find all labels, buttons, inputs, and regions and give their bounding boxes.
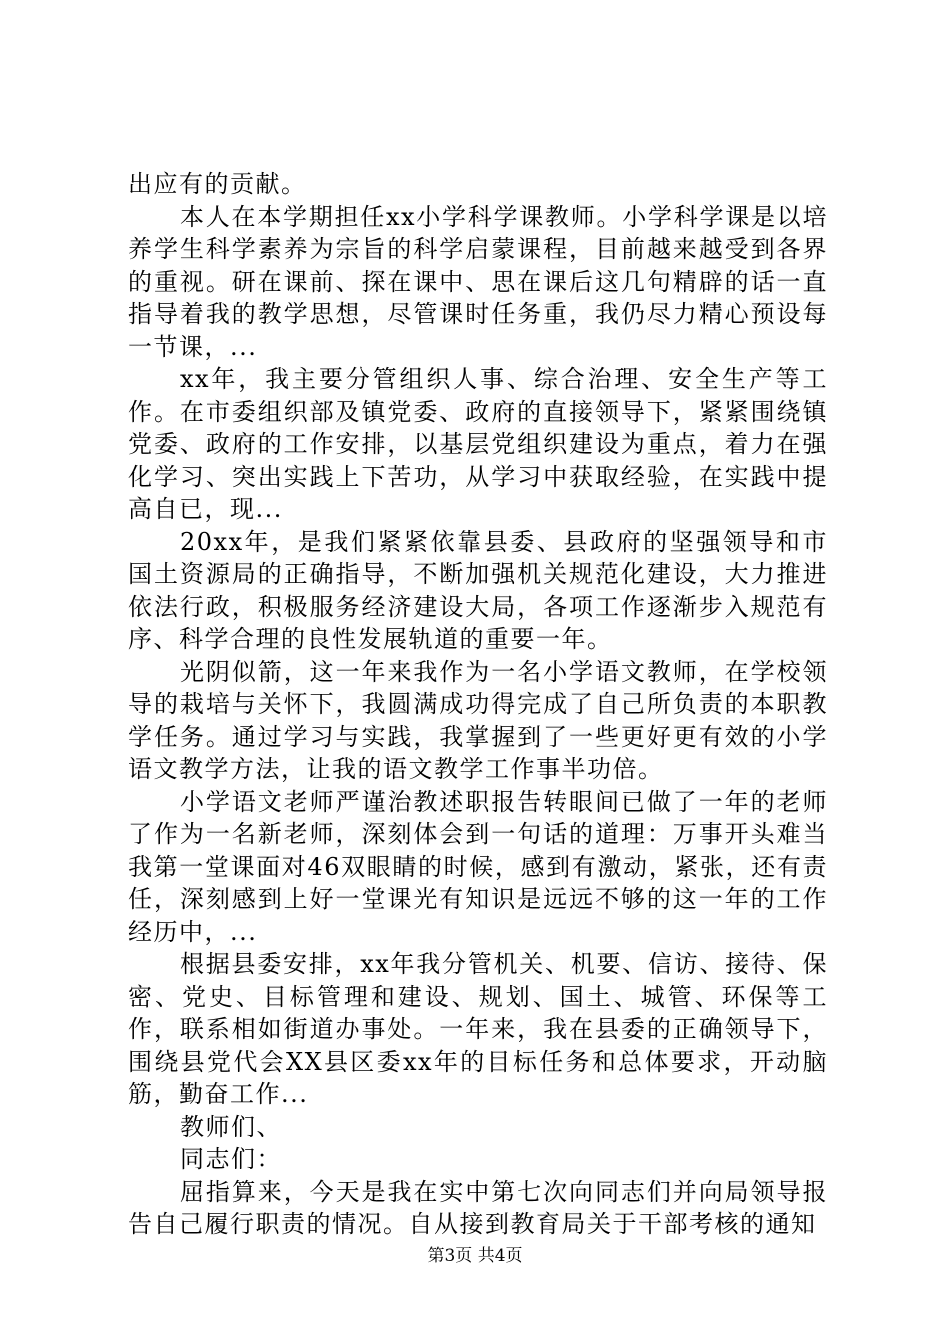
paragraph-9: 同志们： xyxy=(180,1145,282,1173)
paragraph-8: 教师们、 xyxy=(180,1112,282,1141)
paragraph-7: 根据县委安排，xx年我分管机关、机要、信访、接待、保密、党史、目标管理和建设、规划、国土、城管、环保等工作，联系相如街道办事处。一年来，我在县委的正确领导下，围绕县党代会XX县区委xx年的目标任务和总体要求，开动脑筋，勤奋工作... xyxy=(128,950,828,1108)
paragraph-2: 本人在本学期担任xx小学科学课教师。小学科学课是以培养学生科学素养为宗旨的科学启蒙课程，目前越来越受到各界的重视。研在课前、探在课中、思在课后这几句精辟的话一直指导着我的教学思想，尽管课时任务重，我仍尽力精心预设每一节课，... xyxy=(128,202,828,361)
paragraph-3: xx年，我主要分管组织人事、综合治理、安全生产等工作。在市委组织部及镇党委、政府的直接领导下，紧紧围绕镇党委、政府的工作安排，以基层党组织建设为重点，着力在强化学习、突出实践上下苦功，从学习中获取经验，在实践中提高自已，现... xyxy=(128,365,828,523)
paragraph-1: 出应有的贡献。 xyxy=(128,170,307,198)
paragraph-10: 屈指算来，今天是我在实中第七次向同志们并向局领导报告自己履行职责的情况。自从接到教育局关于干部考核的通知 xyxy=(128,1177,828,1238)
paragraph-6: 小学语文老师严谨治教述职报告转眼间已做了一年的老师了作为一名新老师，深刻体会到一句话的道理：万事开头难当我第一堂课面对46双眼睛的时候，感到有激动，紧张，还有责任，深刻感到上好一堂课光有知识是远远不够的这一年的工作经历中，... xyxy=(128,787,828,946)
document-body xyxy=(128,168,828,1241)
paragraph-5: 光阴似箭，这一年来我作为一名小学语文教师，在学校领导的栽培与关怀下，我圆满成功得完成了自己所负责的本职教学任务。通过学习与实践，我掌握到了一些更好更有效的小学语文教学方法，让我的语文教学工作事半功倍。 xyxy=(128,657,828,783)
paragraph-4: 20xx年，是我们紧紧依靠县委、县政府的坚强领导和市国土资源局的正确指导，不断加强机关规范化建设，大力推进依法行政，积极服务经济建设大局，各项工作逐渐步入规范有序、科学合理的良性发展轨道的重要一年。 xyxy=(128,527,828,653)
page-number-footer: 第3页 共4页 xyxy=(427,1246,523,1266)
